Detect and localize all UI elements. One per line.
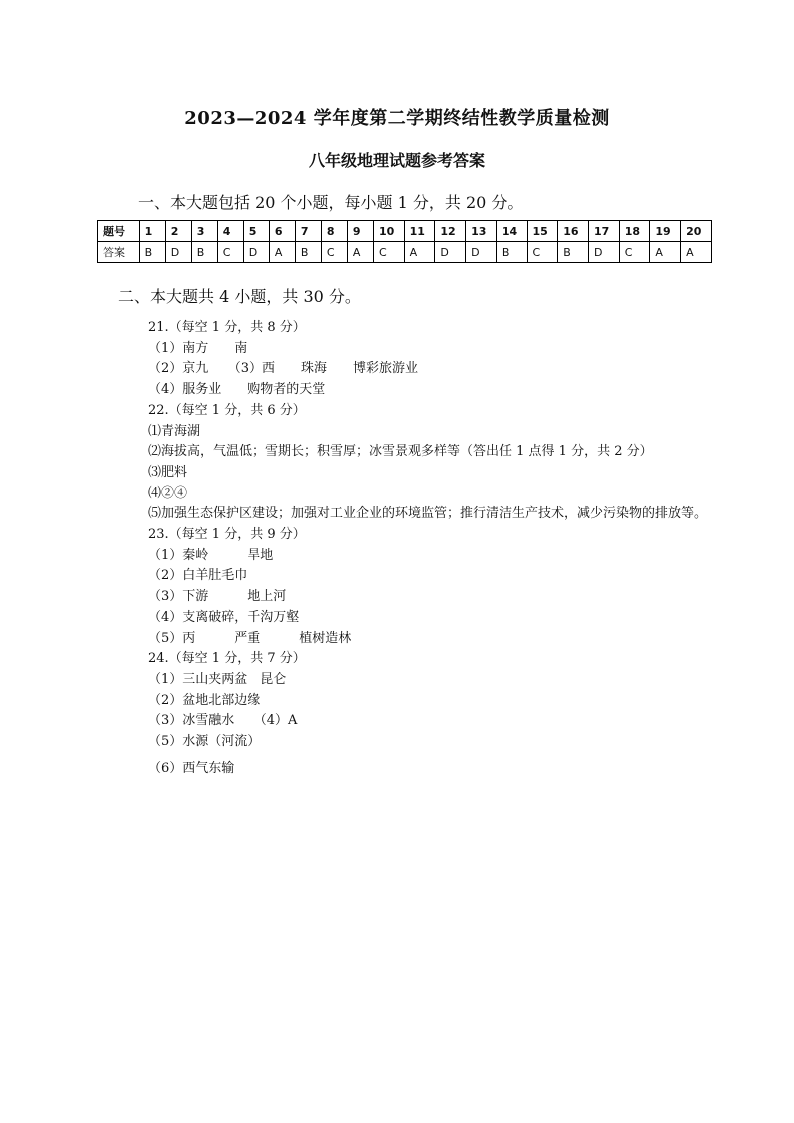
answer-line: ⑵海拔高，气温低；雪期长；积雪厚；冰雪景观多样等（答出任 1 点得 1 分，共 2 分） — [148, 444, 653, 460]
question-number: 3 — [191, 221, 217, 242]
answer-cell: B — [139, 242, 165, 263]
answer-cell: C — [373, 242, 404, 263]
question-number: 18 — [619, 221, 650, 242]
question-number: 10 — [373, 221, 404, 242]
answer-line: （4）支离破碎，千沟万壑 — [148, 609, 300, 625]
answer-cell: D — [243, 242, 269, 263]
question-number: 11 — [404, 221, 435, 242]
question-number: 19 — [650, 221, 681, 242]
answer-cell: B — [496, 242, 527, 263]
row-label-answer: 答案 — [98, 242, 140, 263]
answer-row — [98, 242, 712, 263]
question-number: 17 — [588, 221, 619, 242]
answer-cell: B — [191, 242, 217, 263]
question-number-row — [98, 221, 712, 242]
question-number: 16 — [558, 221, 589, 242]
answer-line: （4）服务业 购物者的天堂 — [148, 382, 326, 398]
answer-line: ⑴青海湖 — [148, 423, 201, 439]
section-two-heading: 二、本大题共 4 小题，共 30 分。 — [118, 287, 361, 306]
question-number: 1 — [139, 221, 165, 242]
answer-line: （2）白羊肚毛巾 — [148, 568, 248, 584]
answer-cell: B — [558, 242, 589, 263]
question-number: 6 — [269, 221, 295, 242]
question-23-header: 23.（每空 1 分，共 9 分） — [148, 527, 306, 543]
question-number: 2 — [165, 221, 191, 242]
answer-line: （6）西气东输 — [148, 760, 235, 776]
answer-line: （2）盆地北部边缘 — [148, 692, 261, 708]
question-22-header: 22.（每空 1 分，共 6 分） — [148, 402, 306, 418]
answer-table — [97, 220, 712, 263]
answer-cell: C — [619, 242, 650, 263]
question-number: 13 — [466, 221, 497, 242]
question-number: 15 — [527, 221, 558, 242]
answer-line: （2）京九 （3）西 珠海 博彩旅游业 — [148, 361, 419, 377]
answer-cell: A — [650, 242, 681, 263]
answer-line: （5）丙 严重 植树造林 — [148, 630, 352, 646]
answer-cell: D — [588, 242, 619, 263]
answer-cell: A — [681, 242, 712, 263]
answer-line: ⑶肥料 — [148, 464, 188, 480]
answer-line: （3）冰雪融水 （4）A — [148, 713, 298, 729]
question-number: 4 — [217, 221, 243, 242]
answer-line: （1）三山夹两盆 昆仑 — [148, 671, 287, 687]
answer-cell: D — [435, 242, 466, 263]
answer-cell: B — [295, 242, 321, 263]
answer-line: （5）水源（河流） — [148, 734, 261, 750]
question-number: 8 — [321, 221, 347, 242]
answer-cell: A — [347, 242, 373, 263]
question-21-header: 21.（每空 1 分，共 8 分） — [148, 320, 306, 335]
question-number: 9 — [347, 221, 373, 242]
question-number: 12 — [435, 221, 466, 242]
answer-line: ⑷②④ — [148, 485, 188, 501]
answer-line: ⑸加强生态保护区建设；加强对工业企业的环境监管；推行清洁生产技术，减少污染物的排放等。 — [148, 506, 708, 522]
document-title: 2023—2024 学年度第二学期终结性教学质量检测 — [184, 108, 610, 129]
row-label-number: 题号 — [98, 221, 140, 242]
answer-cell: C — [321, 242, 347, 263]
answer-cell: D — [165, 242, 191, 263]
answer-cell: A — [404, 242, 435, 263]
document-subtitle: 八年级地理试题参考答案 — [308, 151, 485, 170]
answer-line: （1）南方 南 — [148, 340, 248, 356]
answer-cell: C — [217, 242, 243, 263]
answer-cell: D — [466, 242, 497, 263]
answer-line: （1）秦岭 旱地 — [148, 547, 274, 563]
question-number: 20 — [681, 221, 712, 242]
answer-list — [148, 318, 708, 779]
answer-cell: A — [269, 242, 295, 263]
question-24-header: 24.（每空 1 分，共 7 分） — [148, 651, 306, 667]
question-number: 14 — [496, 221, 527, 242]
answer-cell: C — [527, 242, 558, 263]
question-number: 7 — [295, 221, 321, 242]
section-one-heading: 一、本大题包括 20 个小题，每小题 1 分，共 20 分。 — [138, 193, 524, 212]
answer-line: （3）下游 地上河 — [148, 589, 287, 605]
question-number: 5 — [243, 221, 269, 242]
